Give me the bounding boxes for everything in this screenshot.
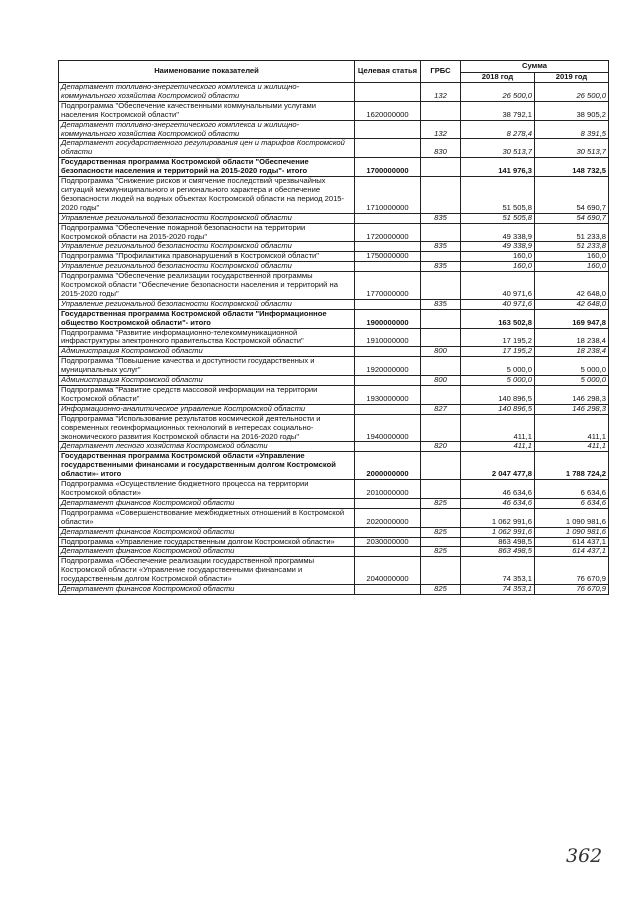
row-value-2019: 26 500,0 [535, 83, 609, 102]
row-grbs [421, 386, 461, 405]
table-row [59, 177, 609, 214]
row-value-2018: 8 278,4 [461, 120, 535, 139]
header-2019: 2019 год [535, 73, 609, 83]
row-value-2018: 26 500,0 [461, 83, 535, 102]
row-name: Подпрограмма «Управление государственным долгом Костромской области» [59, 537, 355, 547]
table-row [59, 328, 609, 347]
row-value-2019: 160,0 [535, 262, 609, 272]
row-value-2019: 614 437,1 [535, 547, 609, 557]
table-row [59, 357, 609, 376]
row-grbs [421, 480, 461, 499]
row-grbs [421, 309, 461, 328]
row-value-2019: 411,1 [535, 442, 609, 452]
row-code: 1620000000 [355, 101, 421, 120]
row-name: Управление региональной безопасности Костромской области [59, 242, 355, 252]
row-grbs [421, 508, 461, 527]
header-2018: 2018 год [461, 73, 535, 83]
row-code: 1930000000 [355, 386, 421, 405]
row-grbs: 825 [421, 547, 461, 557]
row-value-2019: 160,0 [535, 252, 609, 262]
row-grbs [421, 223, 461, 242]
row-value-2018: 17 195,2 [461, 347, 535, 357]
row-grbs: 835 [421, 242, 461, 252]
row-name: Подпрограмма «Совершенствование межбюджетных отношений в Костромской области» [59, 508, 355, 527]
table-row [59, 376, 609, 386]
table-row [59, 386, 609, 405]
row-grbs: 827 [421, 404, 461, 414]
table-row [59, 442, 609, 452]
row-value-2018: 30 513,7 [461, 139, 535, 158]
row-code: 2040000000 [355, 557, 421, 585]
row-name: Подпрограмма "Развитие информационно-телекоммуникационной инфраструктуры электронного правительства Костромской области" [59, 328, 355, 347]
table-row [59, 498, 609, 508]
header-grbs: ГРБС [421, 61, 461, 83]
table-row [59, 242, 609, 252]
row-value-2018: 160,0 [461, 252, 535, 262]
row-code: 1710000000 [355, 177, 421, 214]
row-value-2019: 6 634,6 [535, 480, 609, 499]
table-row [59, 537, 609, 547]
row-value-2019: 54 690,7 [535, 177, 609, 214]
row-code [355, 213, 421, 223]
row-grbs [421, 252, 461, 262]
row-value-2019: 18 238,4 [535, 347, 609, 357]
table-row [59, 585, 609, 595]
page-number: 362 [566, 845, 603, 867]
row-code: 1910000000 [355, 328, 421, 347]
row-grbs [421, 328, 461, 347]
table-row [59, 347, 609, 357]
row-name: Департамент государственного регулирования цен и тарифов Костромской области [59, 139, 355, 158]
row-name: Подпрограмма "Профилактика правонарушений в Костромской области" [59, 252, 355, 262]
table-row [59, 262, 609, 272]
row-grbs: 835 [421, 262, 461, 272]
row-grbs: 825 [421, 498, 461, 508]
row-grbs: 132 [421, 120, 461, 139]
row-name: Государственная программа Костромской области «Управление государственными финансами и государственным долгом Костромской области»- итого [59, 452, 355, 480]
row-value-2018: 141 976,3 [461, 158, 535, 177]
table-row [59, 120, 609, 139]
row-code [355, 498, 421, 508]
row-code [355, 585, 421, 595]
row-code [355, 299, 421, 309]
row-name: Подпрограмма "Обеспечение пожарной безопасности на территории Костромской области на 2015-2020 годы" [59, 223, 355, 242]
row-name: Администрация Костромской области [59, 376, 355, 386]
row-value-2019: 30 513,7 [535, 139, 609, 158]
row-value-2018: 49 338,9 [461, 223, 535, 242]
budget-document [58, 60, 608, 595]
row-value-2019: 169 947,8 [535, 309, 609, 328]
header-code: Целевая статья [355, 61, 421, 83]
row-value-2019: 1 090 981,6 [535, 527, 609, 537]
row-value-2019: 411,1 [535, 414, 609, 442]
row-code: 1940000000 [355, 414, 421, 442]
row-value-2019: 51 233,8 [535, 242, 609, 252]
row-name: Подпрограмма "Развитие средств массовой информации на территории Костромской области" [59, 386, 355, 405]
row-code: 2030000000 [355, 537, 421, 547]
row-name: Подпрограмма "Повышение качества и доступности государственных и муниципальных услуг" [59, 357, 355, 376]
row-grbs [421, 158, 461, 177]
row-grbs: 820 [421, 442, 461, 452]
row-value-2018: 74 353,1 [461, 585, 535, 595]
row-value-2018: 411,1 [461, 442, 535, 452]
row-grbs [421, 452, 461, 480]
row-value-2018: 40 971,6 [461, 299, 535, 309]
row-name: Государственная программа Костромской области "Обеспечение безопасности населения и территорий на 2015-2020 годы"- итого [59, 158, 355, 177]
row-code: 1720000000 [355, 223, 421, 242]
budget-table [58, 60, 609, 595]
row-value-2018: 5 000,0 [461, 376, 535, 386]
row-value-2019: 146 298,3 [535, 404, 609, 414]
row-value-2018: 863 498,5 [461, 547, 535, 557]
row-code: 1920000000 [355, 357, 421, 376]
row-name: Департамент финансов Костромской области [59, 547, 355, 557]
row-code: 1750000000 [355, 252, 421, 262]
row-code [355, 404, 421, 414]
row-value-2018: 160,0 [461, 262, 535, 272]
table-header-row [59, 61, 609, 73]
row-grbs [421, 101, 461, 120]
row-value-2018: 140 896,5 [461, 404, 535, 414]
table-row [59, 557, 609, 585]
row-grbs [421, 414, 461, 442]
row-code [355, 547, 421, 557]
row-code [355, 139, 421, 158]
row-code [355, 527, 421, 537]
row-name: Подпрограмма "Обеспечение качественными коммунальными услугами населения Костромской области" [59, 101, 355, 120]
table-row [59, 527, 609, 537]
row-value-2019: 42 648,0 [535, 299, 609, 309]
row-value-2018: 2 047 477,8 [461, 452, 535, 480]
row-value-2019: 18 238,4 [535, 328, 609, 347]
row-grbs: 835 [421, 213, 461, 223]
row-code [355, 262, 421, 272]
row-value-2018: 51 505,8 [461, 177, 535, 214]
row-code [355, 120, 421, 139]
table-row [59, 213, 609, 223]
row-grbs [421, 357, 461, 376]
table-row [59, 414, 609, 442]
row-value-2018: 411,1 [461, 414, 535, 442]
row-code [355, 376, 421, 386]
table-body [59, 83, 609, 595]
row-value-2018: 863 498,5 [461, 537, 535, 547]
row-name: Управление региональной безопасности Костромской области [59, 262, 355, 272]
row-name: Подпрограмма «Осуществление бюджетного процесса на территории Костромской области» [59, 480, 355, 499]
row-value-2018: 46 634,6 [461, 498, 535, 508]
row-grbs: 825 [421, 527, 461, 537]
table-row [59, 547, 609, 557]
row-value-2018: 163 502,8 [461, 309, 535, 328]
row-code [355, 442, 421, 452]
header-sum: Сумма [461, 61, 609, 73]
table-row [59, 309, 609, 328]
row-value-2018: 74 353,1 [461, 557, 535, 585]
row-name: Подпрограмма "Использование результатов космической деятельности и современных геоинформационных технологий в интересах социально-экономического развития Костромской области на 2016-2020 годы" [59, 414, 355, 442]
row-code: 2000000000 [355, 452, 421, 480]
table-row [59, 101, 609, 120]
row-name: Управление региональной безопасности Костромской области [59, 213, 355, 223]
row-value-2019: 51 233,8 [535, 223, 609, 242]
row-value-2018: 49 338,9 [461, 242, 535, 252]
row-value-2018: 40 971,6 [461, 272, 535, 300]
row-name: Подпрограмма "Обеспечение реализации государственной программы Костромской области "Обеспечение безопасности населения и территорий на 2015-2020 годы" [59, 272, 355, 300]
row-value-2018: 17 195,2 [461, 328, 535, 347]
row-value-2019: 1 090 981,6 [535, 508, 609, 527]
table-row [59, 83, 609, 102]
row-grbs: 132 [421, 83, 461, 102]
row-name: Подпрограмма «Обеспечение реализации государственной программы Костромской области «Управление государственными финансами и государственным долгом Костромской области» [59, 557, 355, 585]
row-value-2019: 146 298,3 [535, 386, 609, 405]
row-name: Информационно-аналитическое управление Костромской области [59, 404, 355, 414]
table-row [59, 404, 609, 414]
row-name: Департамент финансов Костромской области [59, 498, 355, 508]
row-value-2019: 614 437,1 [535, 537, 609, 547]
row-code: 1770000000 [355, 272, 421, 300]
row-name: Департамент топливно-энергетического комплекса и жилищно-коммунального хозяйства Костромской области [59, 83, 355, 102]
row-value-2018: 1 062 991,6 [461, 508, 535, 527]
table-row [59, 508, 609, 527]
table-row [59, 252, 609, 262]
row-value-2019: 76 670,9 [535, 557, 609, 585]
table-row [59, 272, 609, 300]
row-grbs: 830 [421, 139, 461, 158]
row-code [355, 347, 421, 357]
row-grbs: 835 [421, 299, 461, 309]
row-value-2019: 148 732,5 [535, 158, 609, 177]
row-code [355, 242, 421, 252]
row-grbs: 800 [421, 376, 461, 386]
row-name: Государственная программа Костромской области "Информационное общество Костромской области"- итого [59, 309, 355, 328]
row-grbs [421, 537, 461, 547]
row-name: Администрация Костромской области [59, 347, 355, 357]
row-value-2019: 1 788 724,2 [535, 452, 609, 480]
table-row [59, 223, 609, 242]
row-value-2019: 5 000,0 [535, 357, 609, 376]
row-grbs [421, 557, 461, 585]
row-name: Департамент финансов Костромской области [59, 527, 355, 537]
row-name: Департамент финансов Костромской области [59, 585, 355, 595]
row-value-2019: 54 690,7 [535, 213, 609, 223]
table-row [59, 452, 609, 480]
row-code: 2010000000 [355, 480, 421, 499]
row-code: 2020000000 [355, 508, 421, 527]
row-value-2018: 38 792,1 [461, 101, 535, 120]
row-value-2019: 42 648,0 [535, 272, 609, 300]
row-value-2019: 8 391,5 [535, 120, 609, 139]
row-code: 1900000000 [355, 309, 421, 328]
row-code [355, 83, 421, 102]
header-name: Наименование показателей [59, 61, 355, 83]
table-row [59, 139, 609, 158]
table-row [59, 158, 609, 177]
row-name: Подпрограмма "Снижение рисков и смягчение последствий чрезвычайных ситуаций межмуниципального и регионального характера и обеспечение безопасности людей на водных объектах Костромской области на период 2015-2020 годы" [59, 177, 355, 214]
row-name: Управление региональной безопасности Костромской области [59, 299, 355, 309]
row-grbs: 825 [421, 585, 461, 595]
row-value-2018: 140 896,5 [461, 386, 535, 405]
row-grbs [421, 272, 461, 300]
row-value-2019: 5 000,0 [535, 376, 609, 386]
table-row [59, 299, 609, 309]
row-value-2018: 51 505,8 [461, 213, 535, 223]
table-row [59, 480, 609, 499]
row-value-2018: 46 634,6 [461, 480, 535, 499]
row-name: Департамент топливно-энергетического комплекса и жилищно-коммунального хозяйства Костромской области [59, 120, 355, 139]
row-name: Департамент лесного хозяйства Костромской области [59, 442, 355, 452]
row-code: 1700000000 [355, 158, 421, 177]
row-grbs: 800 [421, 347, 461, 357]
row-value-2018: 5 000,0 [461, 357, 535, 376]
row-grbs [421, 177, 461, 214]
row-value-2019: 76 670,9 [535, 585, 609, 595]
row-value-2018: 1 062 991,6 [461, 527, 535, 537]
row-value-2019: 38 905,2 [535, 101, 609, 120]
row-value-2019: 6 634,6 [535, 498, 609, 508]
